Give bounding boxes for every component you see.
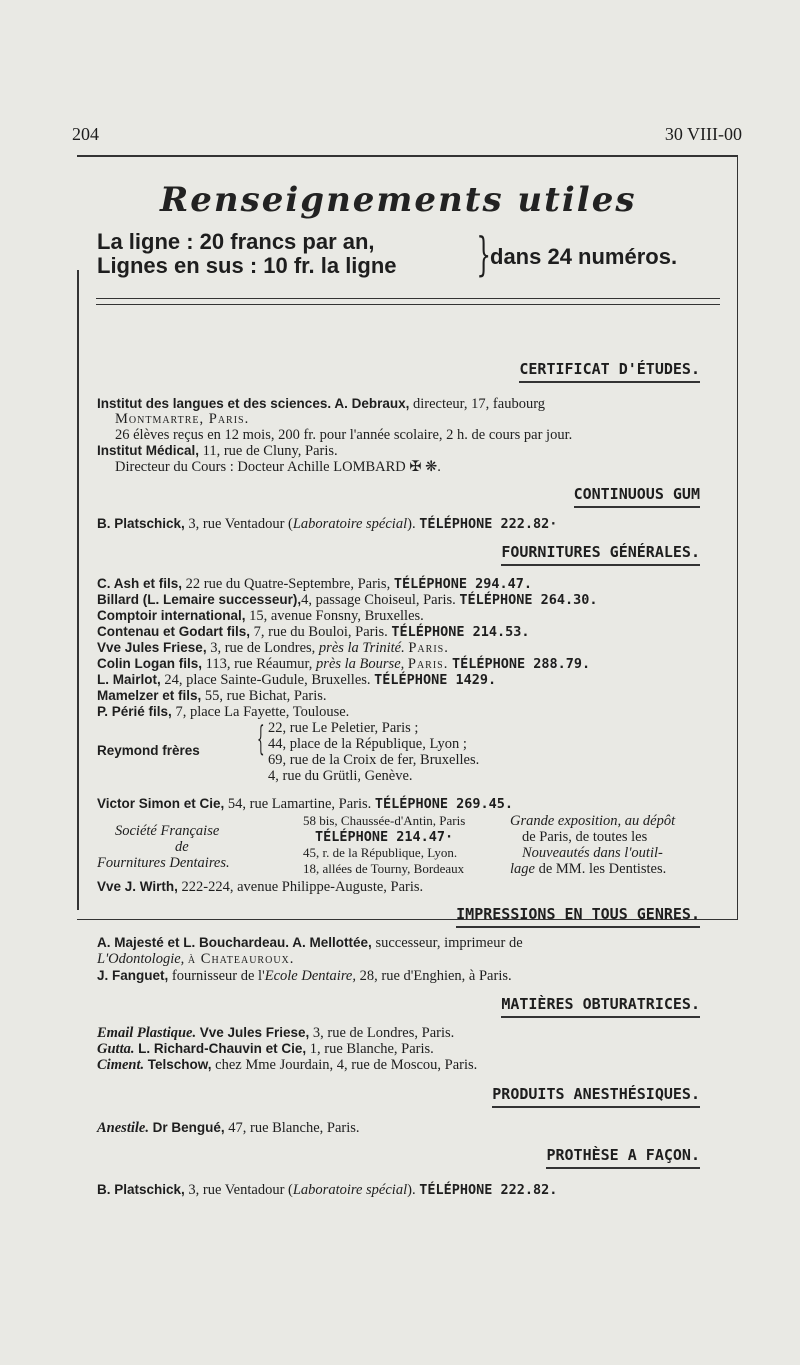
list-item: B. Platschick, 3, rue Ventadour (Laboratoire spécial). TÉLÉPHONE 222.82.: [97, 1182, 558, 1198]
list-item: Vve J. Wirth, 222-224, avenue Philippe-Auguste, Paris.: [97, 879, 424, 895]
list-item: B. Platschick, 3, rue Ventadour (Laboratoire spécial). TÉLÉPHONE 222.82·: [97, 516, 558, 532]
pricing-brace: }: [476, 227, 491, 281]
list-item: Comptoir international, 15, avenue Fonsny, Bruxelles.: [97, 608, 424, 624]
page-number: 204: [72, 124, 99, 144]
list-item: Email Plastique. Vve Jules Friese, 3, rue de Londres, Paris.: [97, 1025, 455, 1041]
list-item: Anestile. Dr Bengué, 47, rue Blanche, Paris.: [97, 1120, 360, 1136]
issue-date: 30 VIII-00: [664, 124, 742, 144]
list-item: P. Périé fils, 7, place La Fayette, Toulouse.: [97, 704, 350, 720]
left-rule: [77, 270, 79, 910]
list-item: L. Mairlot, 24, place Sainte-Gudule, Bruxelles. TÉLÉPHONE 1429.: [97, 672, 497, 688]
list-item: Directeur du Cours : Docteur Achille LOMBARD ✠ ❋.: [115, 459, 441, 475]
section-impressions: IMPRESSIONS EN TOUS GENRES.: [456, 905, 700, 928]
section-fournitures: FOURNITURES GÉNÉRALES.: [501, 543, 700, 566]
page-header: [72, 124, 742, 148]
list-item: Contenau et Godart fils, 7, rue du Bouloi, Paris. TÉLÉPHONE 214.53.: [97, 624, 530, 640]
list-item: A. Majesté et L. Bouchardeau. A. Mellottée, successeur, imprimeur de: [97, 935, 523, 951]
list-item: Ciment. Telschow, chez Mme Jourdain, 4, rue de Moscou, Paris.: [97, 1057, 478, 1073]
section-matieres: MATIÈRES OBTURATRICES.: [501, 995, 700, 1018]
list-item: Mamelzer et fils, 55, rue Bichat, Paris.: [97, 688, 327, 704]
list-item: Colin Logan fils, 113, rue Réaumur, près la Bourse, Paris. TÉLÉPHONE 288.79.: [97, 656, 591, 672]
double-rule: [96, 298, 720, 305]
page-title: Renseignements utiles: [160, 180, 637, 220]
list-item: Victor Simon et Cie, 54, rue Lamartine, Paris. TÉLÉPHONE 269.45.: [97, 796, 514, 812]
section-prothese: PROTHÈSE A FAÇON.: [546, 1146, 700, 1169]
pricing-right: dans 24 numéros.: [490, 244, 678, 269]
brace: {: [257, 719, 265, 759]
list-item: Montmartre, Paris.: [115, 411, 250, 427]
list-item: Gutta. L. Richard-Chauvin et Cie, 1, rue Blanche, Paris.: [97, 1041, 434, 1057]
pricing-line-2: Lignes en sus : 10 fr. la ligne: [97, 253, 397, 278]
section-continuous-gum: CONTINUOUS GUM: [574, 485, 700, 508]
section-certificat: CERTIFICAT D'ÉTUDES.: [519, 360, 700, 383]
list-item: 26 élèves reçus en 12 mois, 200 fr. pour l'année scolaire, 2 h. de cours par jour.: [115, 427, 573, 443]
list-item: Vve Jules Friese, 3, rue de Londres, près la Trinité. Paris.: [97, 640, 449, 656]
section-produits: PRODUITS ANESTHÉSIQUES.: [492, 1085, 700, 1108]
list-item: C. Ash et fils, 22 rue du Quatre-Septembre, Paris, TÉLÉPHONE 294.47.: [97, 576, 532, 592]
list-item: L'Odontologie, à Chateauroux.: [97, 951, 295, 967]
list-item: J. Fanguet, fournisseur de l'Ecole Dentaire, 28, rue d'Enghien, à Paris.: [97, 968, 512, 984]
list-item: Institut des langues et des sciences. A. Debraux, directeur, 17, faubourg: [97, 396, 546, 412]
pricing-line-1: La ligne : 20 francs par an,: [97, 229, 375, 254]
list-item: Billard (L. Lemaire successeur),4, passage Choiseul, Paris. TÉLÉPHONE 264.30.: [97, 592, 598, 608]
pricing-left: [97, 230, 397, 278]
list-item: Institut Médical, 11, rue de Cluny, Paris.: [97, 443, 338, 459]
